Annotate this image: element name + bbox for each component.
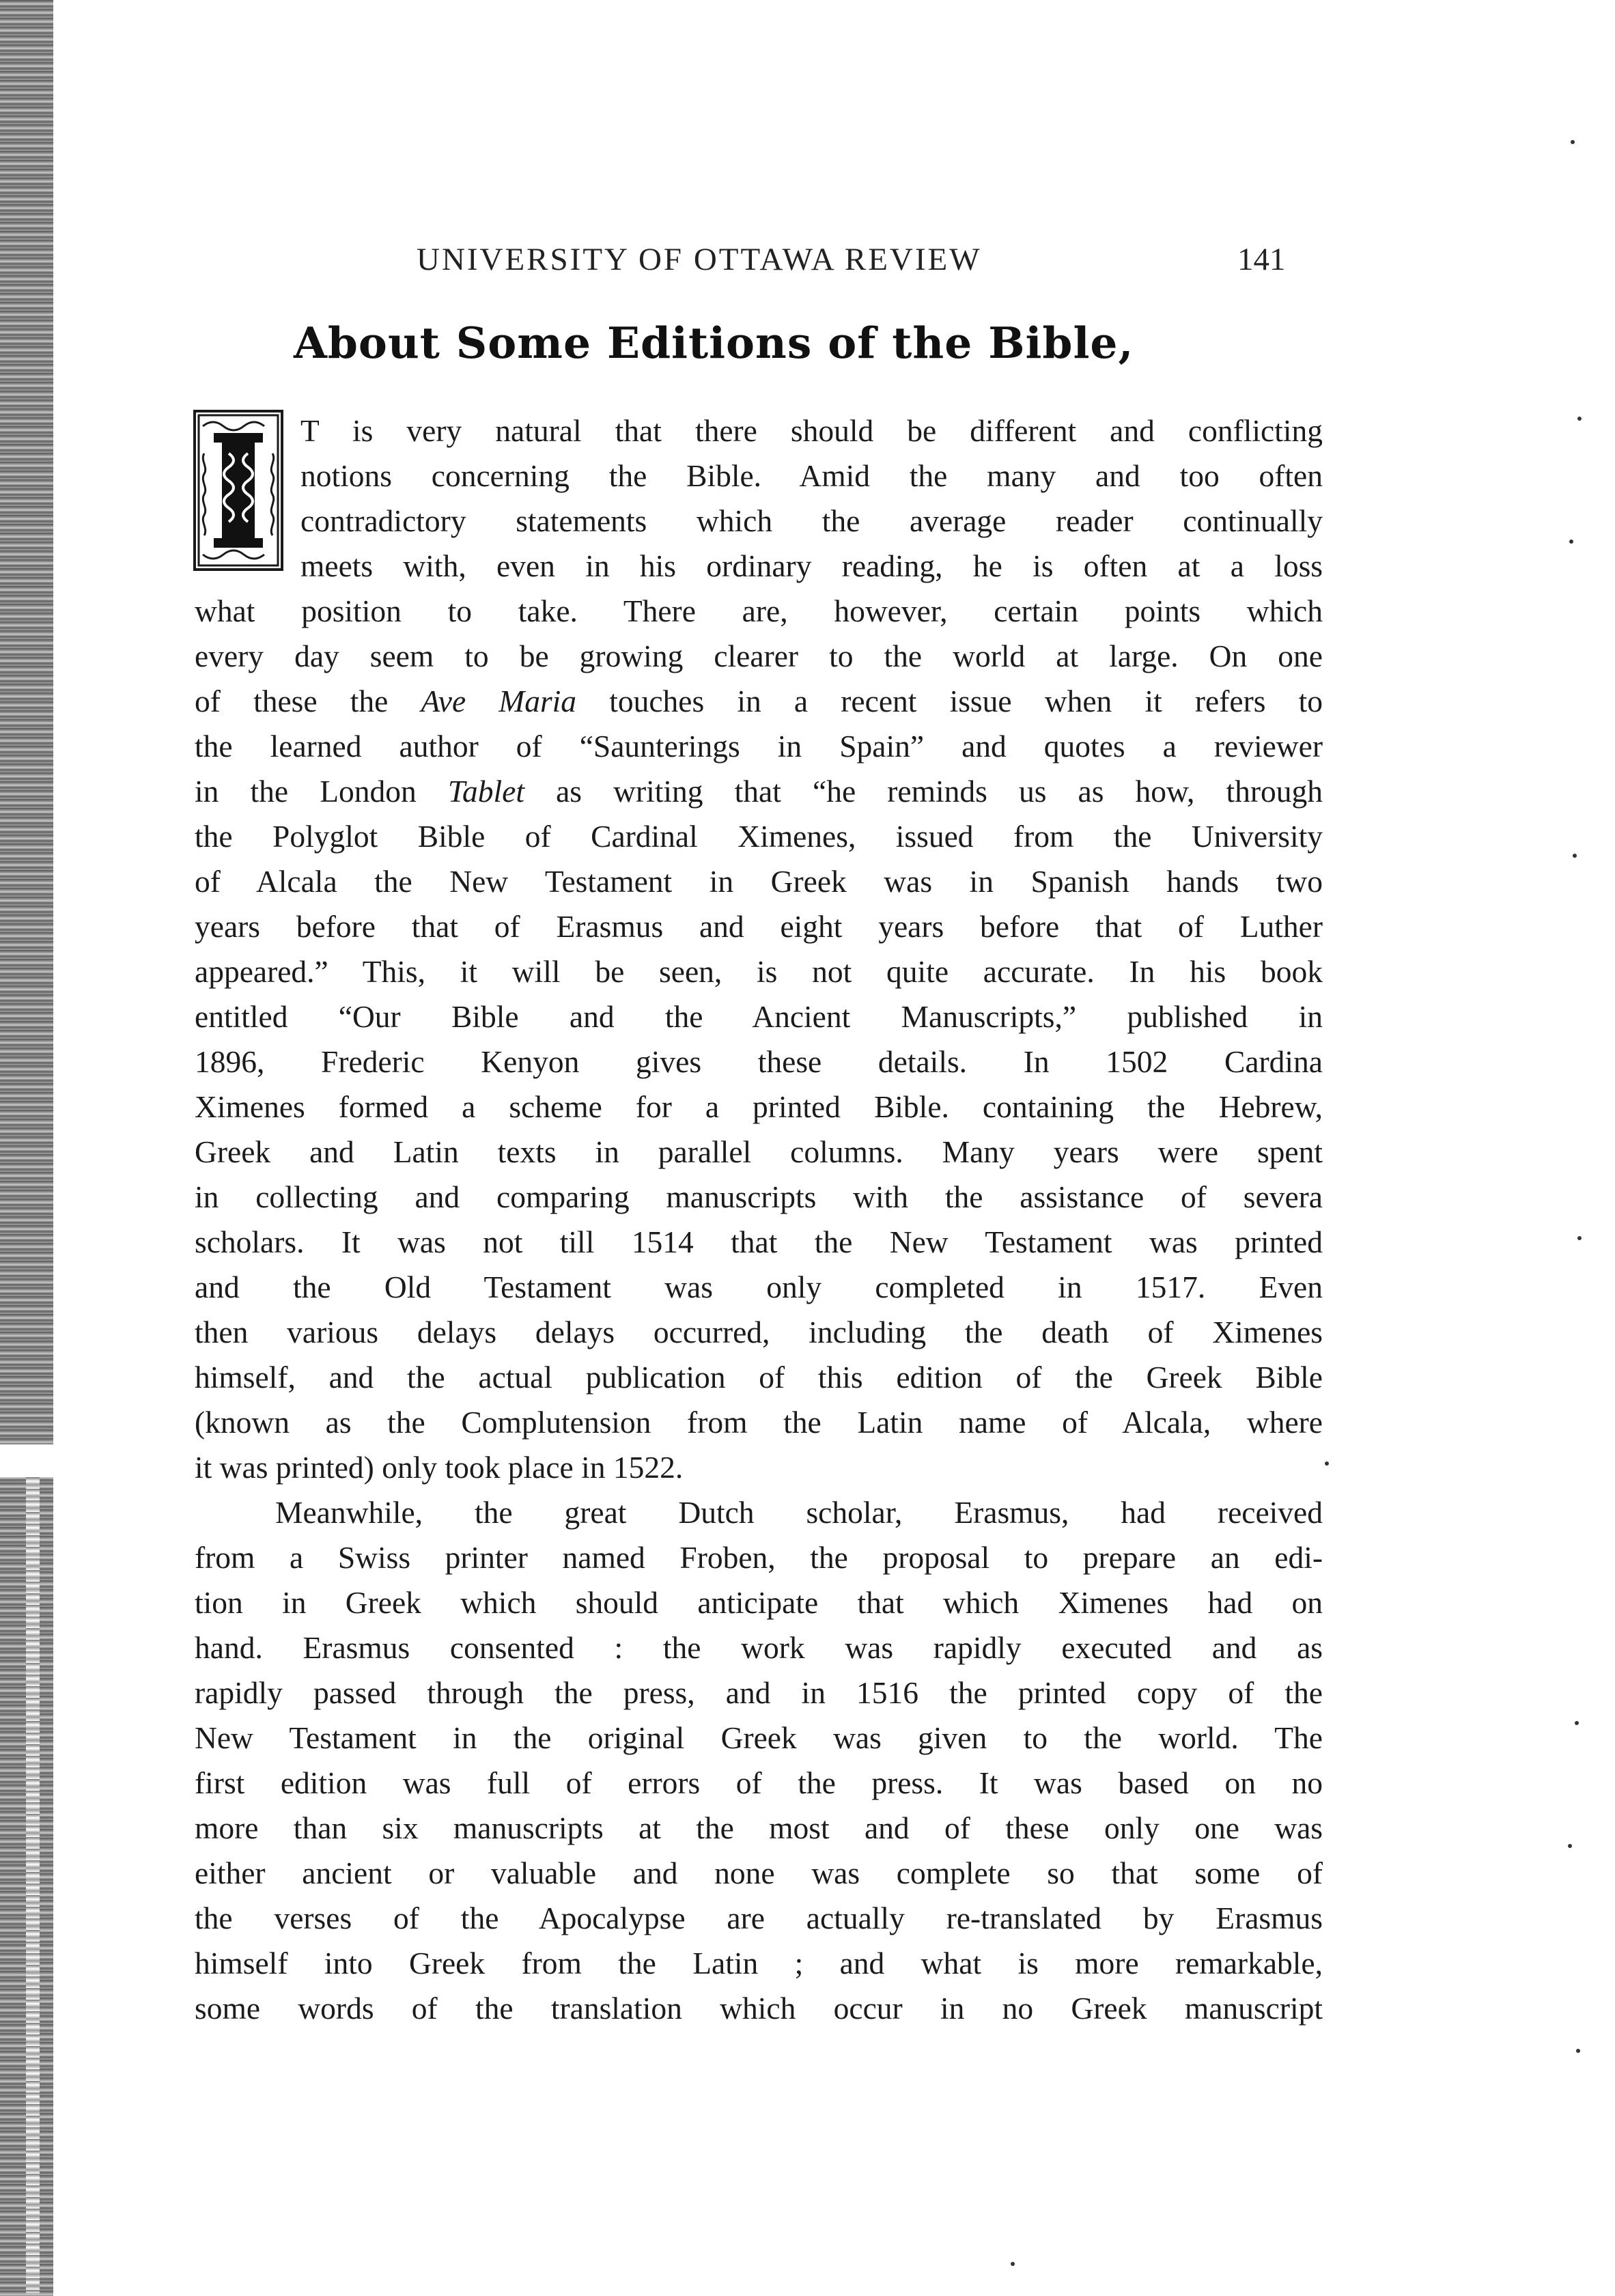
text-line: meets with, even in his ordinary reading, he is often at a loss [300, 548, 1323, 583]
text-span: of these the [195, 684, 421, 718]
text-line [195, 769, 1323, 814]
text-line: the verses of the Apocalypse are actually re-translated by Erasmus [195, 1901, 1323, 1935]
text-line: years before that of Erasmus and eight years before that of Luther [195, 909, 1323, 944]
text-line: some words of the translation which occur in no Greek manuscript [195, 1991, 1323, 2026]
text-line: Ximenes formed a scheme for a printed Bible. containing the Hebrew, [195, 1089, 1323, 1124]
text-span: as writing that “he reminds us as how, through [524, 774, 1323, 809]
running-head: UNIVERSITY OF OTTAWA REVIEW [417, 242, 982, 277]
text-line: himself into Greek from the Latin ; and what is more remarkable, [195, 1946, 1323, 1980]
text-line: entitled “Our Bible and the Ancient Manuscripts,” published in [195, 999, 1323, 1034]
text-line: rapidly passed through the press, and in 1516 the printed copy of the [195, 1675, 1323, 1710]
ave-maria-title: Ave Maria [421, 684, 577, 718]
scan-speck [1575, 1721, 1579, 1725]
text-line: and the Old Testament was only completed in 1517. Even [195, 1270, 1323, 1304]
text-line: notions concerning the Bible. Amid the many and too often [300, 458, 1323, 493]
text-line: 1896, Frederic Kenyon gives these details. In 1502 Cardina [195, 1044, 1323, 1079]
text-line: from a Swiss printer named Froben, the proposal to prepare an edi- [195, 1540, 1323, 1575]
text-line [195, 679, 1323, 724]
scan-speck [1573, 854, 1577, 858]
text-line: either ancient or valuable and none was complete so that some of [195, 1856, 1323, 1890]
text-line: Meanwhile, the great Dutch scholar, Erasmus, had received [275, 1495, 1323, 1530]
text-line: hand. Erasmus consented : the work was rapidly executed and as [195, 1630, 1323, 1665]
scan-speck [1577, 417, 1582, 421]
scan-speck [1011, 2262, 1015, 2266]
text-line: more than six manuscripts at the most and of these only one was [195, 1810, 1323, 1845]
text-span: touches in a recent issue when it refers to [576, 684, 1323, 718]
article-title: About Some Editions of the Bible, [294, 318, 1134, 368]
text-line: New Testament in the original Greek was given to the world. The [195, 1720, 1323, 1755]
text-line: it was printed) only took place in 1522. [195, 1450, 684, 1485]
text-line: tion in Greek which should anticipate that which Ximenes had on [195, 1585, 1323, 1620]
tablet-title: Tablet [447, 774, 524, 809]
text-line: the learned author of “Saunterings in Spain” and quotes a reviewer [195, 729, 1323, 764]
text-line: the Polyglot Bible of Cardinal Ximenes, issued from the University [195, 819, 1323, 854]
text-line: (known as the Complutension from the Latin name of Alcala, where [195, 1405, 1323, 1440]
text-line: T is very natural that there should be different and conflicting [300, 413, 1323, 448]
scan-speck [1571, 140, 1575, 144]
page-number: 141 [1237, 242, 1286, 277]
text-line: in collecting and comparing manuscripts with the assistance of severa [195, 1179, 1323, 1214]
text-line: contradictory statements which the average reader continually [300, 503, 1323, 538]
text-line: first edition was full of errors of the press. It was based on no [195, 1765, 1323, 1800]
text-line: what position to take. There are, however, certain points which [195, 593, 1323, 628]
text-line: scholars. It was not till 1514 that the New Testament was printed [195, 1224, 1323, 1259]
text-line: of Alcala the New Testament in Greek was in Spanish hands two [195, 864, 1323, 899]
binding-scan-edge-lower [26, 1477, 40, 2293]
text-line: himself, and the actual publication of this edition of the Greek Bible [195, 1360, 1323, 1395]
scan-speck [1576, 2049, 1580, 2053]
scan-speck [1568, 1844, 1572, 1848]
text-line: every day seem to be growing clearer to the world at large. On one [195, 639, 1323, 673]
scan-speck [1577, 1236, 1582, 1240]
text-line: appeared.” This, it will be seen, is not quite accurate. In his book [195, 954, 1323, 989]
article-body [195, 408, 1323, 2031]
text-line: Greek and Latin texts in parallel columns. Many years were spent [195, 1134, 1323, 1169]
text-line: then various delays delays occurred, including the death of Ximenes [195, 1315, 1323, 1349]
scan-speck [1569, 540, 1573, 544]
scan-speck [1325, 1461, 1329, 1466]
text-span: in the London [195, 774, 448, 809]
binding-gap [0, 1444, 53, 1477]
